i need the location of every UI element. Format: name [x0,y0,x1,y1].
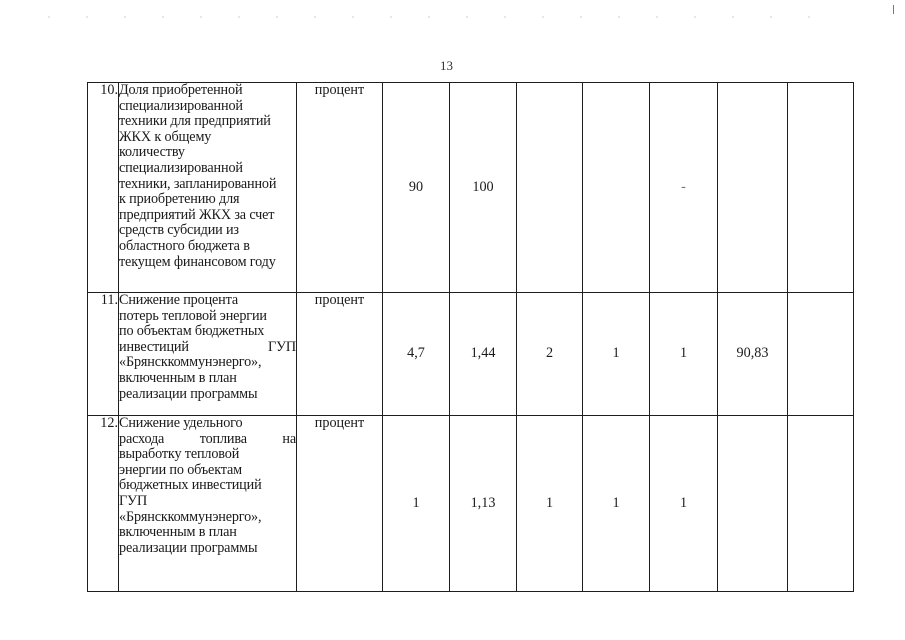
indicator-name-line: расхода топлива на [119,430,296,447]
value-cell [583,83,650,293]
indicator-name [119,293,297,416]
indicators-table [87,82,854,592]
indicator-name-line: инвестиций ГУП [119,338,296,355]
unit-cell: процент [297,416,383,592]
value-cell: 1,13 [450,416,517,592]
table-row [88,416,854,592]
indicator-name-line: ГУП [119,492,148,509]
indicator-name-line: текущем финансовом году [119,253,276,270]
table-row [88,83,854,293]
value-cell: 1 [583,416,650,592]
row-number: 10. [88,83,119,293]
indicator-name-line: по объектам бюджетных [119,323,265,340]
indicator-name-line: реализации программы [119,539,258,556]
indicator-name-line: «Брянсккоммунэнерго», [119,354,262,371]
value-cell: 1 [383,416,450,592]
indicator-name-line: средств субсидии из [119,222,239,239]
indicator-name-line: техники для предприятий [119,113,271,130]
value-cell [788,83,854,293]
indicator-name-line: предприятий ЖКХ за счет [119,206,275,223]
unit-cell: процент [297,293,383,416]
value-cell: 90,83 [718,293,788,416]
value-cell: 2 [517,293,583,416]
indicator-name-line: реализации программы [119,385,258,402]
row-number: 11. [88,293,119,416]
value-cell [718,416,788,592]
indicator-name-line: специализированной [119,97,243,114]
indicator-name-line: Снижение процента [119,292,238,308]
indicator-name-line: выработку тепловой [119,446,240,463]
indicator-name-line: бюджетных инвестиций [119,477,262,494]
indicator-name-line: к приобретению для [119,191,240,208]
scan-noise [30,14,810,20]
indicator-name-line: Доля приобретенной [119,82,243,98]
value-cell: 4,7 [383,293,450,416]
scan-edge-mark [893,5,894,14]
indicator-name [119,416,297,592]
indicator-name-line: Снижение удельного [119,415,243,431]
row-number: 12. [88,416,119,592]
value-cell: 1 [650,416,718,592]
value-cell: 100 [450,83,517,293]
value-cell [788,416,854,592]
indicator-name-line: потерь тепловой энергии [119,307,267,324]
unit-cell: процент [297,83,383,293]
indicator-name-line: энергии по объектам [119,461,242,478]
value-cell: 1 [517,416,583,592]
value-cell: - [650,83,718,293]
indicator-name-line: количеству [119,144,185,161]
value-cell: 1 [650,293,718,416]
indicator-name [119,83,297,293]
indicator-name-line: техники, запланированной [119,175,277,192]
indicator-name-line: включенным в план [119,369,237,386]
indicator-name-line: специализированной [119,159,243,176]
value-cell: 1 [583,293,650,416]
value-cell [718,83,788,293]
indicator-name-line: включенным в план [119,524,237,541]
indicator-name-line: ЖКХ к общему [119,128,212,145]
value-cell [788,293,854,416]
page-number: 13 [440,58,453,73]
indicator-name-line: «Брянсккоммунэнерго», [119,508,262,525]
table-row [88,293,854,416]
value-cell: 90 [383,83,450,293]
value-cell [517,83,583,293]
indicator-name-line: областного бюджета в [119,237,250,254]
value-cell: 1,44 [450,293,517,416]
